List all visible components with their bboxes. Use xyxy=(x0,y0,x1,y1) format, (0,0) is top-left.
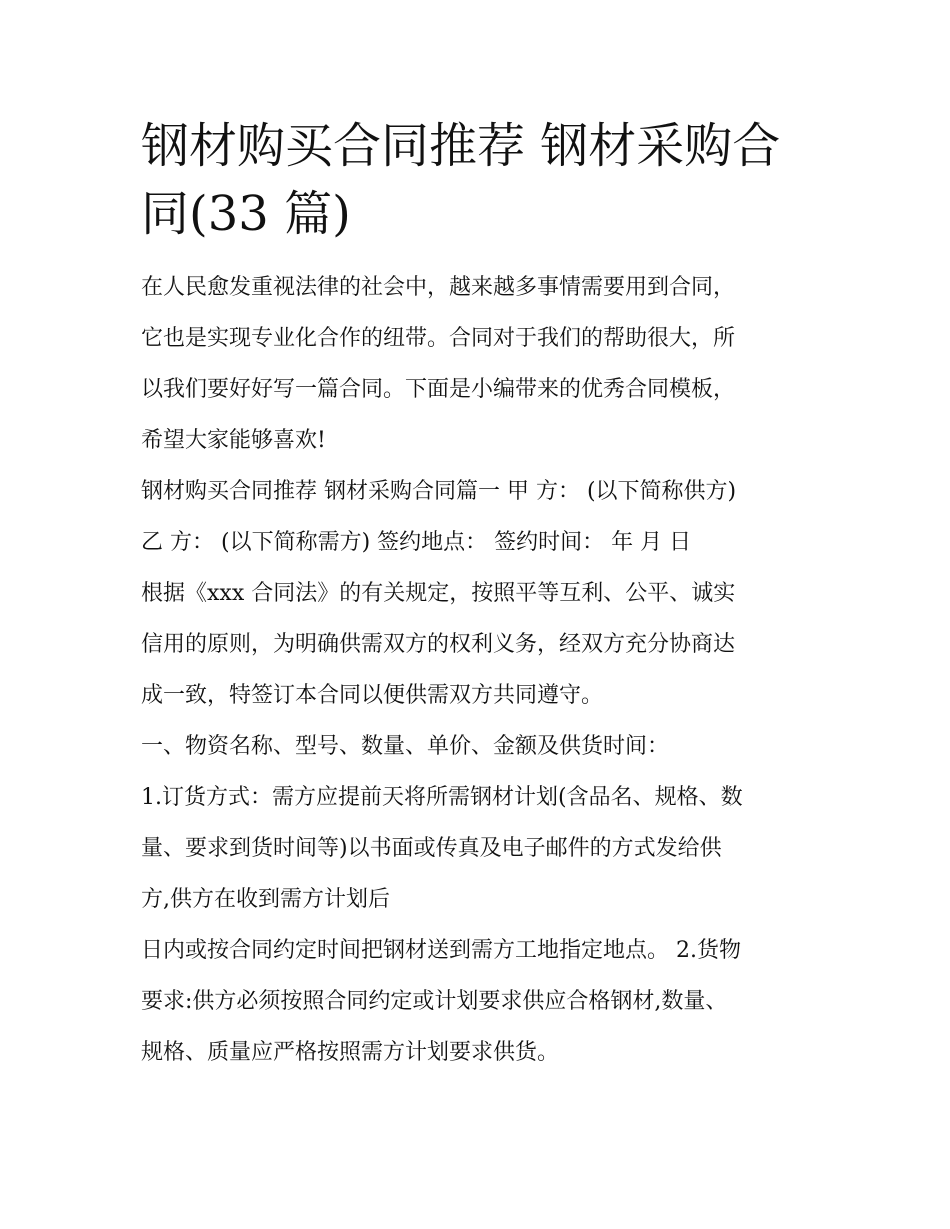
text-line: 信用的原则，为明确供需双方的权利义务，经双方充分协商达 xyxy=(141,632,736,657)
text-line: 以我们要好好写一篇合同。下面是小编带来的优秀合同模板， xyxy=(141,377,736,402)
document-title xyxy=(141,112,813,248)
paragraph-intro xyxy=(141,262,813,466)
section-heading-1 xyxy=(141,721,813,772)
text-line: 它也是实现专业化合作的纽带。合同对于我们的帮助很大，所 xyxy=(141,326,736,351)
text-line: 在人民愈发重视法律的社会中，越来越多事情需要用到合同， xyxy=(141,275,736,300)
text-line: 希望大家能够喜欢! xyxy=(141,428,326,453)
title-line-1: 钢材购买合同推荐 钢材采购合 xyxy=(141,118,781,174)
text-line: 要求:供方必须按照合同约定或计划要求供应合格钢材,数量、 xyxy=(141,989,728,1014)
paragraph-legal-basis xyxy=(141,568,813,721)
title-line-2: 同(33 篇) xyxy=(141,186,351,242)
document-body xyxy=(141,112,813,1078)
text-line: 钢材购买合同推荐 钢材采购合同篇一 甲 方： (以下简称供方) xyxy=(141,479,737,504)
text-line: 成一致，特签订本合同以便供需双方共同遵守。 xyxy=(141,683,604,708)
clause-goods-requirements xyxy=(141,925,813,1078)
text-line: 1.订货方式：需方应提前天将所需钢材计划(含品名、规格、数 xyxy=(141,785,743,810)
clause-ordering-method xyxy=(141,772,813,925)
text-line: 乙 方： (以下简称需方) 签约地点： 签约时间： 年 月 日 xyxy=(141,530,692,555)
text-line: 日内或按合同约定时间把钢材送到需方工地指定地点。 2.货物 xyxy=(141,938,741,963)
paragraph-parties xyxy=(141,466,813,568)
text-line: 根据《xxx 合同法》的有关规定，按照平等互利、公平、诚实 xyxy=(141,581,736,606)
text-line: 一、物资名称、型号、数量、单价、金额及供货时间： xyxy=(141,734,670,759)
text-line: 方,供方在收到需方计划后 xyxy=(141,887,390,912)
text-line: 规格、质量应严格按照需方计划要求供货。 xyxy=(141,1040,560,1065)
text-line: 量、要求到货时间等)以书面或传真及电子邮件的方式发给供 xyxy=(141,836,722,861)
